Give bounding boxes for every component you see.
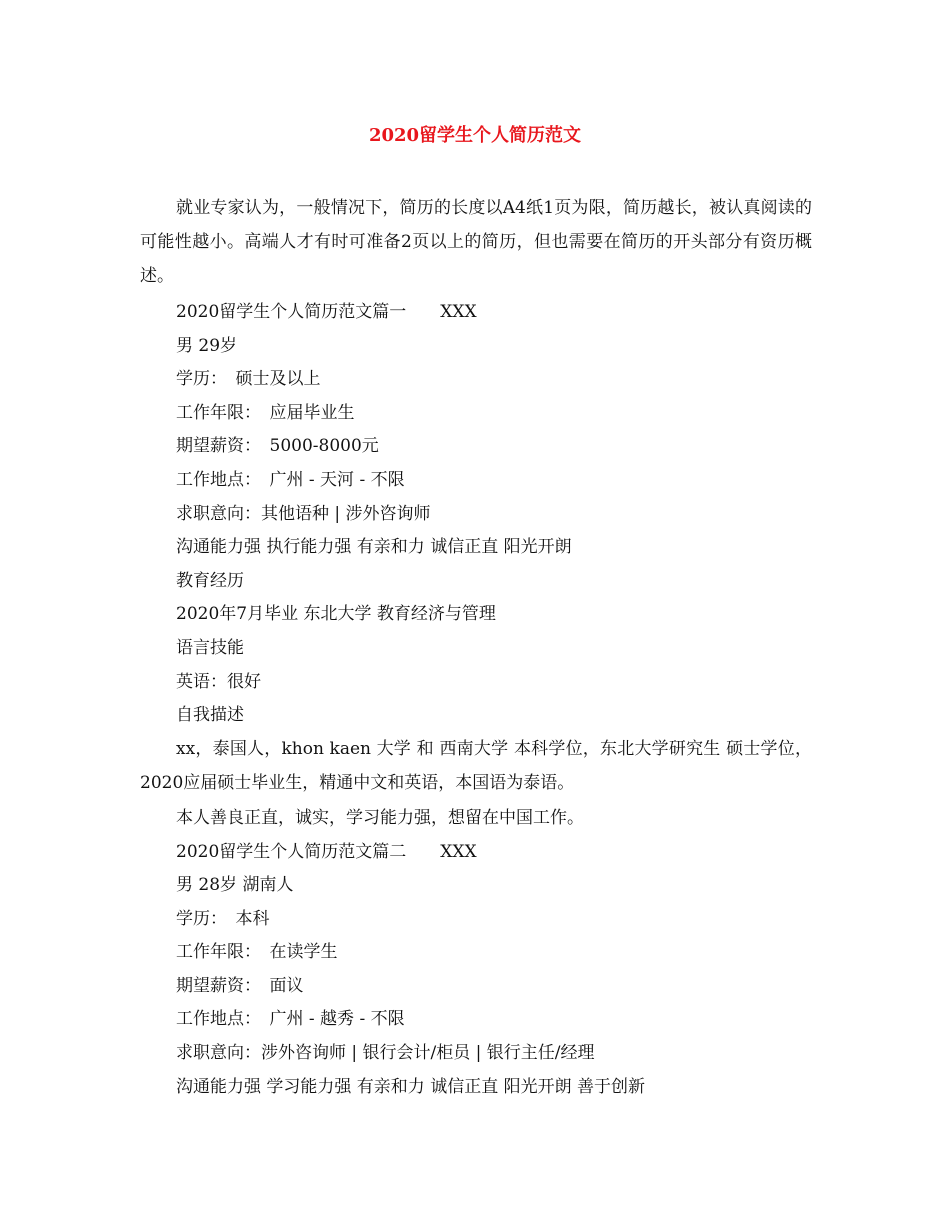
resume2-education: 学历： 本科 [176,909,270,929]
document-title: 2020留学生个人简历范文 [368,125,582,146]
resume1-lang-heading: 语言技能 [176,638,244,658]
resume1-self-heading: 自我描述 [176,705,244,725]
intro-paragraph: 就业专家认为，一般情况下，简历的长度以A4纸1页为限，简历越长，被认真阅读的可能性越小。高端人才有时可准备2页以上的简历，但也需要在简历的开头部分有资历概述。 [140,198,812,286]
resume2-work-years: 工作年限： 在读学生 [176,942,338,962]
resume1-education: 学历： 硕士及以上 [176,369,321,389]
resume1-edu-detail: 2020年7月毕业 东北大学 教育经济与管理 [176,604,496,624]
resume1-skills: 沟通能力强 执行能力强 有亲和力 诚信正直 阳光开朗 [176,537,572,557]
resume1-gender-age: 男 29岁 [176,336,238,356]
resume2-location: 工作地点： 广州 - 越秀 - 不限 [176,1009,405,1029]
resume1-edu-heading: 教育经历 [176,571,244,591]
resume1-self-desc2: 本人善良正直，诚实，学习能力强，想留在中国工作。 [176,808,584,828]
resume1-salary: 期望薪资： 5000-8000元 [176,436,379,456]
resume1-location: 工作地点： 广州 - 天河 - 不限 [176,470,405,490]
resume2-salary: 期望薪资： 面议 [176,976,304,996]
resume1-intent: 求职意向：其他语种 | 涉外咨询师 [176,504,431,524]
resume1-heading: 2020留学生个人简历范文篇一 XXX [176,302,477,322]
resume1-lang-detail: 英语：很好 [176,672,261,692]
resume2-heading: 2020留学生个人简历范文篇二 XXX [176,842,477,862]
resume1-self-desc: xx，泰国人，khon kaen 大学 和 西南大学 本科学位，东北大学研究生 硕士学位，2020应届硕士毕业生，精通中文和英语，本国语为泰语。 [140,739,812,793]
resume2-intent: 求职意向：涉外咨询师 | 银行会计/柜员 | 银行主任/经理 [176,1043,595,1063]
resume1-work-years: 工作年限： 应届毕业生 [176,403,355,423]
resume2-gender-age: 男 28岁 湖南人 [176,875,294,895]
resume2-skills: 沟通能力强 学习能力强 有亲和力 诚信正直 阳光开朗 善于创新 [176,1077,646,1097]
